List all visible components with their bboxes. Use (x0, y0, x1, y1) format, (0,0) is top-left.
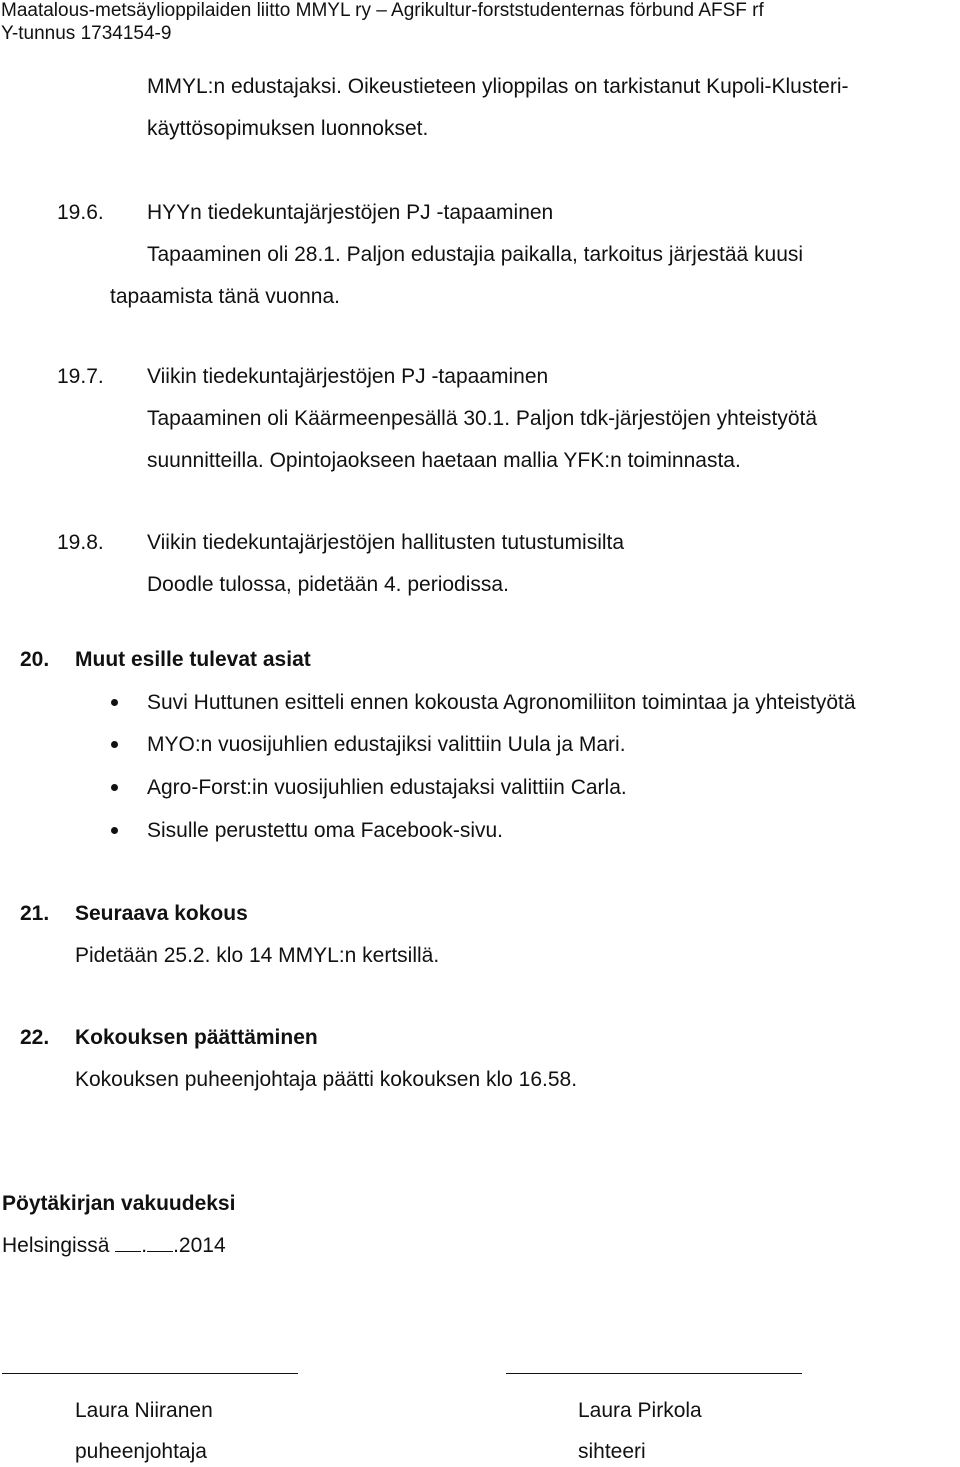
item-title: Viikin tiedekuntajärjestöjen PJ -tapaaminen (147, 365, 549, 388)
closing-title: Pöytäkirjan vakuudeksi (2, 1192, 236, 1215)
signature-line (506, 1373, 802, 1374)
item-title: Viikin tiedekuntajärjestöjen hallitusten tutustumisilta (147, 531, 625, 554)
section-number: 20. (20, 648, 50, 671)
bullet-icon (111, 699, 118, 706)
section-number: 21. (20, 902, 50, 925)
bullet-icon (111, 827, 118, 834)
item-text: suunnitteilla. Opintojaokseen haetaan mallia YFK:n toiminnasta. (147, 449, 741, 472)
document-header-business-id: Y-tunnus 1734154-9 (1, 23, 172, 44)
item-number: 19.7. (57, 365, 104, 388)
bullet-icon (111, 741, 118, 748)
closing-place-date (2, 1233, 226, 1259)
day-blank (115, 1233, 141, 1252)
item-text: Doodle tulossa, pidetään 4. periodissa. (147, 573, 509, 596)
bullet-icon (111, 784, 118, 791)
section-title: Seuraava kokous (75, 902, 248, 925)
section-number: 22. (20, 1026, 50, 1049)
bullet-item: Sisulle perustettu oma Facebook-sivu. (147, 819, 504, 842)
item-title: HYYn tiedekuntajärjestöjen PJ -tapaaminen (147, 201, 554, 224)
signature-role: puheenjohtaja (75, 1440, 207, 1463)
item-number: 19.6. (57, 201, 104, 224)
signature-name: Laura Niiranen (75, 1399, 213, 1422)
signature-name: Laura Pirkola (578, 1399, 702, 1422)
bullet-item: Agro-Forst:in vuosijuhlien edustajaksi valittiin Carla. (147, 776, 627, 799)
item-text: Tapaaminen oli 28.1. Paljon edustajia paikalla, tarkoitus järjestää kuusi (147, 243, 804, 266)
closing-place: Helsingissä (2, 1234, 110, 1257)
bullet-item: Suvi Huttunen esitteli ennen kokousta Agronomiliiton toimintaa ja yhteistyötä (147, 691, 856, 714)
date-separator: . (141, 1234, 148, 1257)
item-text: Tapaaminen oli Käärmeenpesällä 30.1. Paljon tdk-järjestöjen yhteistyötä (147, 407, 818, 430)
closing-year: .2014 (173, 1234, 226, 1257)
signature-line (2, 1373, 298, 1374)
section-title: Muut esille tulevat asiat (75, 648, 311, 671)
document-header-organization: Maatalous-metsäylioppilaiden liitto MMYL ry – Agrikultur-forststudenternas förbund AFSF rf (1, 0, 764, 21)
signature-role: sihteeri (578, 1440, 646, 1463)
intro-line: MMYL:n edustajaksi. Oikeustieteen ylioppilas on tarkistanut Kupoli-Klusteri- (147, 75, 849, 98)
bullet-item: MYO:n vuosijuhlien edustajiksi valittiin Uula ja Mari. (147, 733, 626, 756)
item-number: 19.8. (57, 531, 104, 554)
item-text: tapaamista tänä vuonna. (110, 285, 340, 308)
section-text: Pidetään 25.2. klo 14 MMYL:n kertsillä. (75, 944, 440, 967)
intro-line: käyttösopimuksen luonnokset. (147, 117, 429, 140)
section-title: Kokouksen päättäminen (75, 1026, 318, 1049)
month-blank (147, 1233, 173, 1252)
section-text: Kokouksen puheenjohtaja päätti kokouksen klo 16.58. (75, 1068, 578, 1091)
